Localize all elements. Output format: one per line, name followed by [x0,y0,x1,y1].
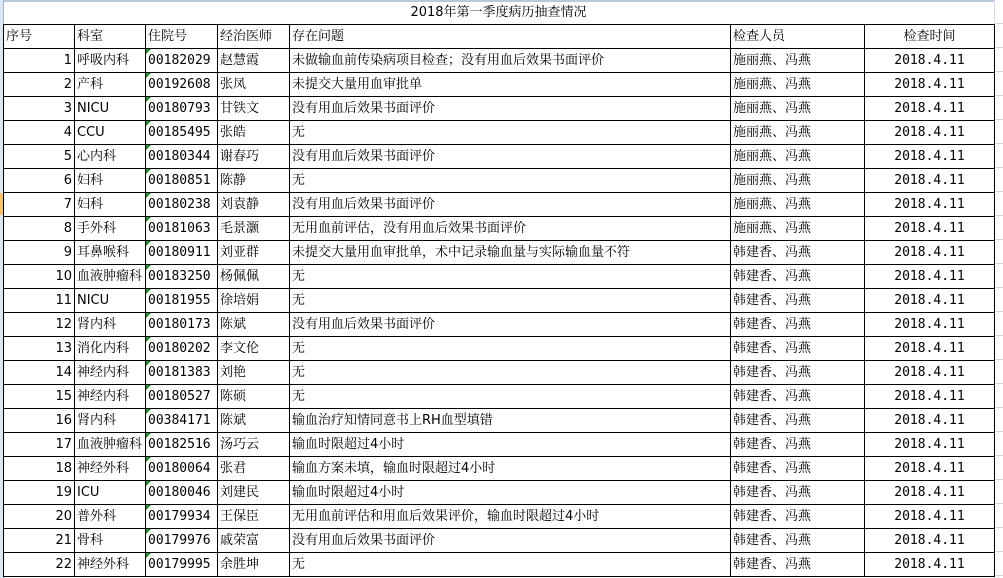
cell-patient-id[interactable] [146,409,218,433]
table-row [4,265,995,289]
cell-no[interactable]: 10 [4,265,75,289]
cell-patient-id[interactable] [146,553,218,577]
cell-patient-id[interactable] [146,145,218,169]
cell-inspector[interactable]: 施丽燕、冯燕 [731,73,865,97]
cell-dept[interactable]: 手外科 [75,217,146,241]
patient-id-text: 00180344 [148,149,211,164]
patient-id-text: 00180527 [148,389,211,404]
cell-date[interactable]: 2018.4.11 [865,169,995,193]
number-as-text-indicator-icon [146,49,151,54]
cell-issue[interactable]: 无 [290,385,731,409]
number-as-text-indicator-icon [146,553,151,558]
cell-no[interactable]: 4 [4,121,75,145]
cell-doctor[interactable]: 张凤 [218,73,290,97]
cell-date[interactable]: 2018.4.11 [865,73,995,97]
cell-date[interactable]: 2018.4.11 [865,265,995,289]
cell-date[interactable]: 2018.4.11 [865,553,995,577]
cell-issue[interactable]: 无 [290,553,731,577]
cell-issue[interactable]: 无 [290,337,731,361]
number-as-text-indicator-icon [146,193,151,198]
cell-inspector[interactable]: 施丽燕、冯燕 [731,49,865,73]
patient-id-text: 00181383 [148,365,211,380]
cell-no[interactable]: 15 [4,385,75,409]
table-row [4,73,995,97]
number-as-text-indicator-icon [146,409,151,414]
cell-doctor[interactable]: 刘艳 [218,361,290,385]
cell-doctor[interactable]: 陈静 [218,169,290,193]
table-row [4,361,995,385]
number-as-text-indicator-icon [146,265,151,270]
number-as-text-indicator-icon [146,505,151,510]
table-row [4,385,995,409]
cell-issue[interactable]: 输血时限超过4小时 [290,433,731,457]
header-cell-no[interactable]: 序号 [4,25,75,49]
table-row [4,505,995,529]
number-as-text-indicator-icon [146,217,151,222]
table-row [4,97,995,121]
patient-id-text: 00180202 [148,341,211,356]
cell-dept[interactable]: NICU [75,97,146,121]
cell-no[interactable]: 20 [4,505,75,529]
patient-id-text: 00179976 [148,533,211,548]
patient-id-text: 00181063 [148,221,211,236]
cell-patient-id[interactable] [146,505,218,529]
patient-id-text: 00180911 [148,245,211,260]
cell-patient-id[interactable] [146,529,218,553]
cell-dept[interactable]: 神经内科 [75,385,146,409]
cell-inspector[interactable]: 韩建香、冯燕 [731,385,865,409]
cell-date[interactable]: 2018.4.11 [865,97,995,121]
cell-dept[interactable]: 心内科 [75,145,146,169]
cell-issue[interactable]: 没有用血后效果书面评价 [290,145,731,169]
cell-issue[interactable]: 没有用血后效果书面评价 [290,313,731,337]
cell-inspector[interactable]: 韩建香、冯燕 [731,481,865,505]
cell-inspector[interactable]: 韩建香、冯燕 [731,241,865,265]
cell-inspector[interactable]: 施丽燕、冯燕 [731,145,865,169]
cell-patient-id[interactable] [146,337,218,361]
cell-date[interactable]: 2018.4.11 [865,457,995,481]
cell-patient-id[interactable] [146,481,218,505]
table-row [4,409,995,433]
cell-doctor[interactable]: 刘建民 [218,481,290,505]
cell-doctor[interactable]: 赵慧霞 [218,49,290,73]
patient-id-text: 00180793 [148,101,211,116]
number-as-text-indicator-icon [146,289,151,294]
number-as-text-indicator-icon [146,169,151,174]
cell-doctor[interactable]: 李文伦 [218,337,290,361]
cell-inspector[interactable]: 韩建香、冯燕 [731,265,865,289]
cell-inspector[interactable]: 韩建香、冯燕 [731,505,865,529]
cell-inspector[interactable]: 施丽燕、冯燕 [731,169,865,193]
cell-date[interactable]: 2018.4.11 [865,313,995,337]
cell-inspector[interactable]: 施丽燕、冯燕 [731,121,865,145]
cell-date[interactable]: 2018.4.11 [865,433,995,457]
spreadsheet-table [3,24,995,577]
cell-doctor[interactable]: 刘袁静 [218,193,290,217]
cell-date[interactable]: 2018.4.11 [865,289,995,313]
cell-patient-id[interactable] [146,97,218,121]
cell-no[interactable]: 2 [4,73,75,97]
table-row [4,289,995,313]
cell-doctor[interactable]: 王保臣 [218,505,290,529]
cell-patient-id[interactable] [146,193,218,217]
cell-issue[interactable]: 输血方案未填，输血时限超过4小时 [290,457,731,481]
cell-patient-id[interactable] [146,313,218,337]
cell-patient-id[interactable] [146,433,218,457]
cell-inspector[interactable]: 韩建香、冯燕 [731,337,865,361]
patient-id-text: 00180173 [148,317,211,332]
patient-id-text: 00180064 [148,461,211,476]
patient-id-text: 00185495 [148,125,211,140]
cell-issue[interactable]: 未做输血前传染病项目检查；没有用血后效果书面评价 [290,49,731,73]
cell-dept[interactable]: 血液肿瘤科 [75,433,146,457]
header-cell-pid[interactable]: 住院号 [146,25,218,49]
header-cell-issue[interactable]: 存在问题 [290,25,731,49]
cell-inspector[interactable]: 韩建香、冯燕 [731,553,865,577]
cell-no[interactable]: 7 [4,193,75,217]
sheet-title[interactable]: 2018年第一季度病历抽查情况 [410,5,587,20]
cell-doctor[interactable]: 汤巧云 [218,433,290,457]
cell-patient-id[interactable] [146,169,218,193]
cell-patient-id[interactable] [146,49,218,73]
cell-no[interactable]: 13 [4,337,75,361]
cell-doctor[interactable]: 戚荣富 [218,529,290,553]
cell-inspector[interactable]: 韩建香、冯燕 [731,313,865,337]
number-as-text-indicator-icon [146,241,151,246]
header-cell-date[interactable]: 检查时间 [865,25,995,49]
cell-doctor[interactable]: 徐培娟 [218,289,290,313]
patient-id-text: 00192608 [148,77,211,92]
cell-dept[interactable]: 骨科 [75,529,146,553]
cell-date[interactable]: 2018.4.11 [865,121,995,145]
cell-inspector[interactable]: 韩建香、冯燕 [731,409,865,433]
patient-id-text: 00180238 [148,197,211,212]
number-as-text-indicator-icon [146,337,151,342]
cell-issue[interactable]: 无 [290,289,731,313]
cell-doctor[interactable]: 刘亚群 [218,241,290,265]
header-row [4,25,995,49]
cell-issue[interactable]: 未提交大量用血审批单 [290,73,731,97]
cell-doctor[interactable]: 陈斌 [218,313,290,337]
cell-date[interactable]: 2018.4.11 [865,193,995,217]
cell-inspector[interactable]: 韩建香、冯燕 [731,433,865,457]
cell-issue[interactable]: 没有用血后效果书面评价 [290,529,731,553]
cell-patient-id[interactable] [146,385,218,409]
cell-patient-id[interactable] [146,73,218,97]
cell-date[interactable]: 2018.4.11 [865,481,995,505]
cell-dept[interactable]: ICU [75,481,146,505]
cell-date[interactable]: 2018.4.11 [865,217,995,241]
cell-dept[interactable]: 妇科 [75,169,146,193]
cell-date[interactable]: 2018.4.11 [865,241,995,265]
cell-dept[interactable]: 肾内科 [75,313,146,337]
cell-date[interactable]: 2018.4.11 [865,337,995,361]
cell-inspector[interactable]: 韩建香、冯燕 [731,289,865,313]
number-as-text-indicator-icon [146,385,151,390]
patient-id-text: 00182516 [148,437,211,452]
cell-no[interactable]: 6 [4,169,75,193]
cell-doctor[interactable]: 余胜坤 [218,553,290,577]
cell-doctor[interactable]: 杨佩佩 [218,265,290,289]
cell-no[interactable]: 12 [4,313,75,337]
cell-issue[interactable]: 无 [290,121,731,145]
cell-doctor[interactable]: 张君 [218,457,290,481]
cell-patient-id[interactable] [146,457,218,481]
cell-date[interactable]: 2018.4.11 [865,145,995,169]
cell-issue[interactable]: 没有用血后效果书面评价 [290,193,731,217]
table-row [4,337,995,361]
cell-inspector[interactable]: 施丽燕、冯燕 [731,97,865,121]
number-as-text-indicator-icon [146,361,151,366]
cell-date[interactable]: 2018.4.11 [865,385,995,409]
cell-dept[interactable]: 神经外科 [75,553,146,577]
cell-dept[interactable]: NICU [75,289,146,313]
cell-dept[interactable]: 肾内科 [75,409,146,433]
cell-doctor[interactable]: 谢春巧 [218,145,290,169]
table-row [4,457,995,481]
cell-date[interactable]: 2018.4.11 [865,505,995,529]
number-as-text-indicator-icon [146,481,151,486]
cell-inspector[interactable]: 韩建香、冯燕 [731,361,865,385]
cell-dept[interactable]: 普外科 [75,505,146,529]
cell-doctor[interactable]: 甘铁文 [218,97,290,121]
cell-dept[interactable]: CCU [75,121,146,145]
header-cell-doctor[interactable]: 经治医师 [218,25,290,49]
cell-patient-id[interactable] [146,265,218,289]
cell-issue[interactable]: 无 [290,265,731,289]
patient-id-text: 00182029 [148,53,211,68]
table-row [4,529,995,553]
cell-dept[interactable]: 产科 [75,73,146,97]
number-as-text-indicator-icon [146,73,151,78]
cell-issue[interactable]: 无 [290,169,731,193]
cell-no[interactable]: 8 [4,217,75,241]
cell-dept[interactable]: 耳鼻喉科 [75,241,146,265]
table-row [4,433,995,457]
cell-issue[interactable]: 无用血前评估和用血后效果评价，输血时限超过4小时 [290,505,731,529]
cell-patient-id[interactable] [146,361,218,385]
cell-patient-id[interactable] [146,217,218,241]
cell-no[interactable]: 16 [4,409,75,433]
cell-inspector[interactable]: 施丽燕、冯燕 [731,217,865,241]
cell-doctor[interactable]: 陈斌 [218,409,290,433]
table-row [4,553,995,577]
table-row [4,145,995,169]
cell-inspector[interactable]: 韩建香、冯燕 [731,529,865,553]
table-row [4,313,995,337]
header-cell-dept[interactable]: 科室 [75,25,146,49]
cell-doctor[interactable]: 张皓 [218,121,290,145]
number-as-text-indicator-icon [146,313,151,318]
cell-date[interactable]: 2018.4.11 [865,529,995,553]
cell-issue[interactable]: 无 [290,361,731,385]
header-cell-inspector[interactable]: 检查人员 [731,25,865,49]
cell-issue[interactable]: 没有用血后效果书面评价 [290,97,731,121]
cell-no[interactable]: 1 [4,49,75,73]
number-as-text-indicator-icon [146,529,151,534]
cell-dept[interactable]: 神经外科 [75,457,146,481]
cell-no[interactable]: 11 [4,289,75,313]
cell-dept[interactable]: 血液肿瘤科 [75,265,146,289]
cell-no[interactable]: 18 [4,457,75,481]
cell-no[interactable]: 9 [4,241,75,265]
patient-id-text: 00181955 [148,293,211,308]
number-as-text-indicator-icon [146,433,151,438]
cell-dept[interactable]: 呼吸内科 [75,49,146,73]
patient-id-text: 00384171 [148,413,211,428]
table-row [4,49,995,73]
table-row [4,241,995,265]
number-as-text-indicator-icon [146,121,151,126]
cell-no[interactable]: 14 [4,361,75,385]
patient-id-text: 00179934 [148,509,211,524]
number-as-text-indicator-icon [146,97,151,102]
patient-id-text: 00180851 [148,173,211,188]
cell-no[interactable]: 19 [4,481,75,505]
cell-issue[interactable]: 输血时限超过4小时 [290,481,731,505]
cell-inspector[interactable]: 施丽燕、冯燕 [731,193,865,217]
cell-issue[interactable]: 无用血前评估，没有用血后效果书面评价 [290,217,731,241]
adjacent-empty-column[interactable] [994,0,1003,578]
cell-no[interactable]: 17 [4,433,75,457]
cell-dept[interactable]: 妇科 [75,193,146,217]
cell-issue[interactable]: 未提交大量用血审批单，术中记录输血量与实际输血量不符 [290,241,731,265]
table-row [4,169,995,193]
cell-date[interactable]: 2018.4.11 [865,409,995,433]
cell-dept[interactable]: 消化内科 [75,337,146,361]
number-as-text-indicator-icon [146,457,151,462]
cell-date[interactable]: 2018.4.11 [865,361,995,385]
cell-issue[interactable]: 输血治疗知情同意书上RH血型填错 [290,409,731,433]
table-row [4,193,995,217]
patient-id-text: 00180046 [148,485,211,500]
cell-doctor[interactable]: 陈硕 [218,385,290,409]
cell-date[interactable]: 2018.4.11 [865,49,995,73]
cell-patient-id[interactable] [146,241,218,265]
cell-no[interactable]: 5 [4,145,75,169]
patient-id-text: 00183250 [148,269,211,284]
cell-patient-id[interactable] [146,121,218,145]
cell-patient-id[interactable] [146,289,218,313]
number-as-text-indicator-icon [146,145,151,150]
cell-no[interactable]: 22 [4,553,75,577]
table-row [4,481,995,505]
cell-inspector[interactable]: 韩建香、冯燕 [731,457,865,481]
cell-dept[interactable]: 神经内科 [75,361,146,385]
cell-no[interactable]: 3 [4,97,75,121]
cell-doctor[interactable]: 毛景灏 [218,217,290,241]
patient-id-text: 00179995 [148,557,211,572]
cell-no[interactable]: 21 [4,529,75,553]
table-row [4,217,995,241]
table-row [4,121,995,145]
